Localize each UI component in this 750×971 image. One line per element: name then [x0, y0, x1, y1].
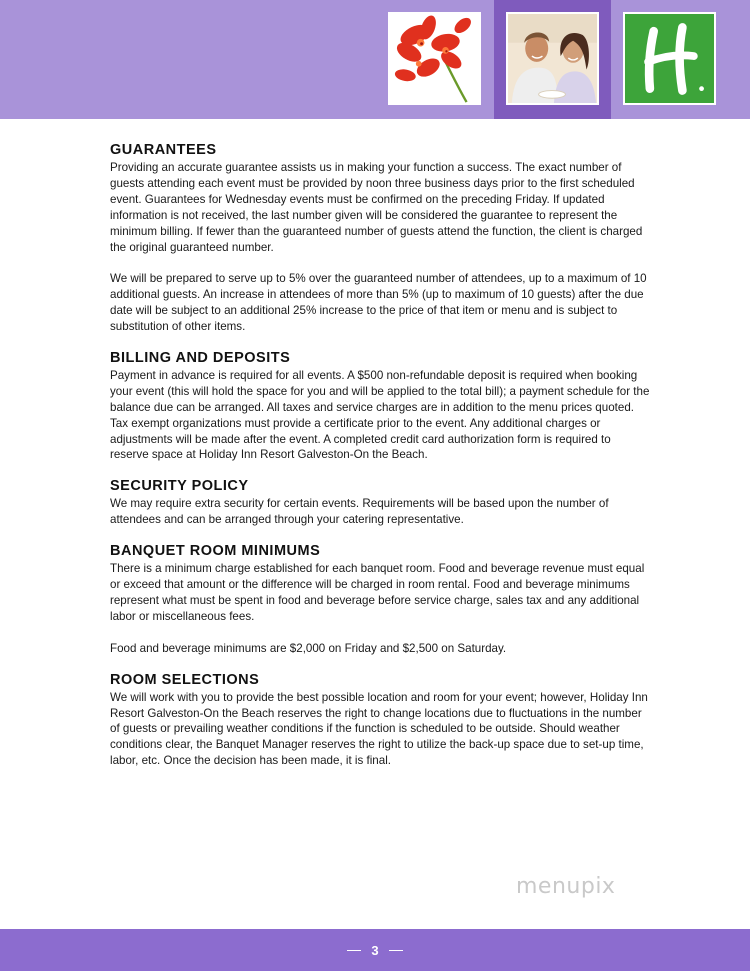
section-paragraph: We will be prepared to serve up to 5% over the guaranteed number of attendees, up to a maximum of 10 additional guests. An increase in attendees of more than 5% (up to maximum of 10 guests) after the due date will be subject to an additional 25% increase to the price of that item or menu and is subject to substitution of other items. — [110, 272, 647, 334]
section-banquet-room-minimums — [110, 542, 650, 656]
section-heading: GUARANTEES — [110, 142, 217, 158]
section-billing-and-deposits — [110, 349, 650, 463]
section-guarantees — [110, 141, 650, 335]
section-paragraph: Payment in advance is required for all events. A $500 non-refundable deposit is required when booking your event (this will hold the space for you and will be applied to the total bill); a payment schedule for the balance due can be arranged. All taxes and service charges are in addition to the menu prices quoted. Tax exempt organizations must provide a certificate prior to the event. Any additional charges or adjustments will be made after the event. A completed credit card authorization form is required to reserve space at Holiday Inn Resort Galveston-On the Beach. — [110, 368, 650, 462]
section-room-selections — [110, 671, 650, 770]
menupix-watermark: menupix — [516, 874, 616, 899]
section-security-policy — [110, 477, 650, 528]
section-heading: BILLING AND DEPOSITS — [110, 349, 291, 366]
page-number-group — [0, 929, 750, 971]
section-paragraph: There is a minimum charge established for each banquet room. Food and beverage revenue must equal or exceed that amount or the difference will be charged in room rental. Food and beverage minimums represent what must be spent in food and beverage before service charge, sales tax and any additional labor or miscellaneous fees. — [110, 562, 645, 623]
section-heading: BANQUET ROOM MINIMUMS — [110, 543, 321, 560]
section-paragraph: Food and beverage minimums are $2,000 on Friday and $2,500 on Saturday. — [110, 641, 507, 655]
section-paragraph: We will work with you to provide the best possible location and room for your event; however, Holiday Inn Resort Galveston-On the Beach reserves the right to change locations due to fluctuations in the number of guests or prevailing weather conditions if the function is scheduled to be outside. Should weather conditions clear, the Banquet Manager reserves the right to utilize the back-up space due to set-up time, labor, etc. Once the decision has been made, it is final. — [110, 690, 648, 768]
left-dash-divider — [347, 950, 361, 951]
section-heading: ROOM SELECTIONS — [110, 671, 260, 688]
holiday-inn-logo — [623, 12, 716, 105]
section-paragraph: We may require extra security for certain events. Requirements will be based upon the number of attendees and can be arranged through your catering representative. — [110, 497, 609, 527]
couple-dining-photo — [506, 12, 599, 105]
page-header — [0, 0, 750, 119]
policy-content — [110, 141, 650, 769]
page-number: 3 — [371, 942, 379, 958]
page-footer — [0, 929, 750, 971]
section-heading: SECURITY POLICY — [110, 478, 249, 495]
red-orchid-photo — [388, 12, 481, 105]
right-dash-divider — [389, 950, 403, 951]
section-paragraph: Providing an accurate guarantee assists us in making your function a success. The exact number of guests attending each event must be provided by noon three business days prior to the first scheduled event. Guarantees for Wednesday events must be confirmed on the preceding Friday. If updated information is not received, the last number given will be considered the guarantee to represent the minimum billing. If fewer than the guaranteed number of guests attend the function, the client is charged the original guaranteed number. — [110, 161, 643, 254]
